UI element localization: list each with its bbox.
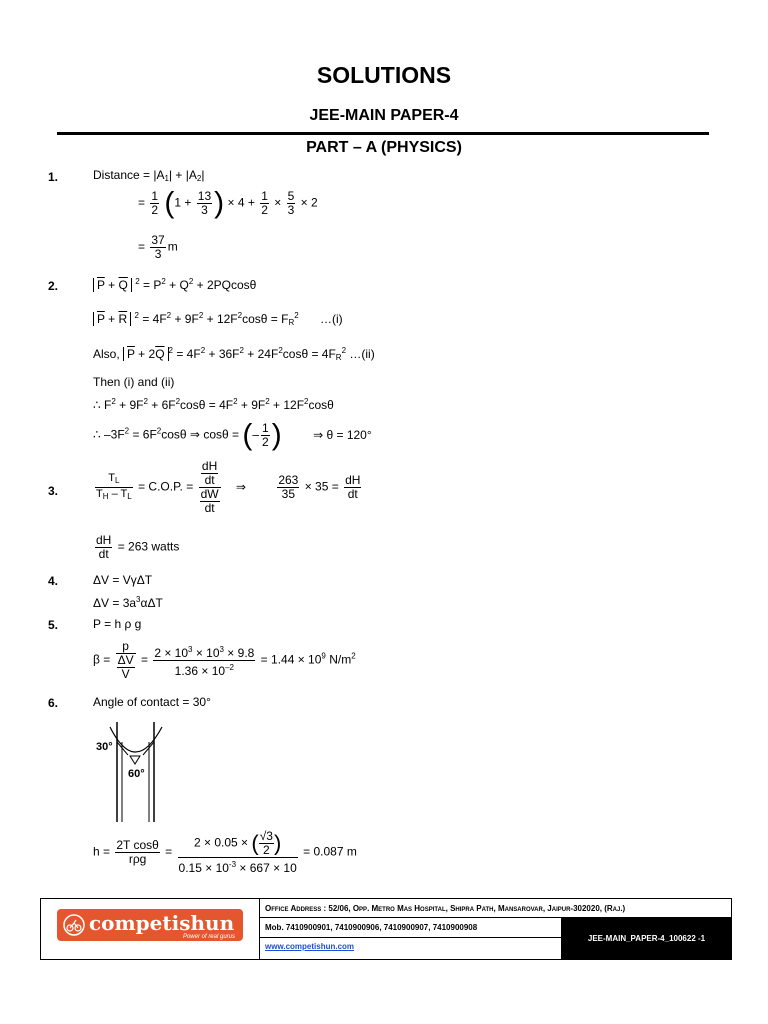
angle-label-60: 60°	[128, 768, 145, 780]
q3-line-1: $\frac{T_L}{T_H - T_L}$ = C.O.P. = $\frac{\frac{dH}{dt}}{\frac{dW}{dt}}$ ⇒ $\frac{263}{35}$ × 35 = $\frac{dH}{dt}$	[96, 459, 361, 515]
q2-line-4: Then (i) and (ii)	[93, 375, 175, 389]
q6-line-1: Angle of contact = 30°	[93, 695, 211, 709]
footer-info	[260, 899, 731, 959]
q1-line-1: Distance = $|A_1| + |A_2|$	[93, 168, 205, 183]
q1-line-3: = $\frac{37}{3}$ m	[138, 233, 178, 261]
q5-line-2: β = $\frac{p}{\frac{\Delta V}{V}}$ = $\frac{2 \times 10^3 \times 10^3 \times 9.8}{1.36 \times 10^{-2}}$ = $1.44 \times 10^9$ $N/m^2$	[93, 639, 356, 681]
cyclist-icon	[63, 914, 85, 936]
question-number: 1.	[48, 170, 59, 184]
q1-line-2: = $\frac{1}{2}$ (1 + $\frac{13}{3}$ ) × 4 + $\frac{1}{2}$ × $\frac{5}{3}$ × 2	[138, 186, 318, 220]
paper-subtitle: JEE-MAIN PAPER-4	[309, 107, 459, 124]
q2-line-2: $\overline{P} + \overline{R}$ $^2 = 4F^2 + 9F^2 + 12F^2\cos\theta = F_R^2$ …(i)	[93, 311, 343, 327]
question-number: 6.	[48, 696, 59, 710]
q5-line-1: P = h ρ g	[93, 617, 142, 631]
part-heading: PART – A (PHYSICS)	[306, 139, 462, 156]
footer-logo-cell	[41, 899, 260, 959]
contact-angle-lines	[117, 742, 154, 755]
question-number: 3.	[48, 484, 59, 498]
q2-line-6: ∴ $-3F^2 = 6F^2\cos\theta$ ⇒ cosθ = (– $\frac{1}{2}$ ) ⇒ θ = 120°	[93, 418, 372, 452]
header-divider	[57, 132, 709, 135]
question-number: 2.	[48, 279, 59, 293]
question-number: 5.	[48, 618, 59, 632]
page-identifier: JEE-MAIN_PAPER-4_100622 -1	[562, 918, 731, 959]
q2-line-1: $\overline{P} + \overline{Q}$ $^2 = P^2 + Q^2 + 2PQcos\theta$	[93, 277, 256, 292]
angle-marker	[130, 756, 140, 764]
q2-line-3: Also, $\overline{P} + 2\overline{Q}$ $^2 = 4F^2 + 36F^2 + 24F^2\cos\theta = 4F_R^2$ …(ii)	[93, 346, 375, 362]
q4-line-2: $\Delta V = 3a^3\alpha\Delta T$	[93, 595, 163, 610]
mobile-numbers: Mob. 7410900901, 7410900906, 7410900907, 7410900908	[260, 918, 562, 938]
angle-label-30: 30°	[96, 741, 113, 753]
footer	[40, 898, 732, 960]
q2-line-5: ∴ $F^2 + 9F^2 + 6F^2\cos\theta = 4F^2 + 9F^2 + 12F^2\cos\theta$	[93, 397, 334, 412]
q4-line-1: ΔV = VγΔT	[93, 573, 153, 587]
brand-name: competishun	[89, 911, 235, 935]
q6-formula: h = $\frac{\text{2T cosθ}}{\text{rρg}}$ = 2 × 0.05 × ( $\frac{√3}{2}$ ) $0.15 \times 10^{-3} \times 667 \times 10$ = 0.087 m	[93, 829, 357, 875]
q3-line-2: $\frac{dH}{dt}$ = 263 watts	[96, 533, 180, 561]
brand-logo	[57, 909, 243, 941]
website-link[interactable]: www.competishun.com	[260, 938, 562, 959]
office-address: Office Address : 52/06, Opp. Metro Mas Hospital, Shipra Path, Mansarovar, Jaipur-302020, (Raj.)	[260, 899, 731, 918]
question-number: 4.	[48, 574, 59, 588]
page-title: SOLUTIONS	[316, 62, 452, 88]
brand-tagline: Power of real gurus	[182, 934, 235, 940]
